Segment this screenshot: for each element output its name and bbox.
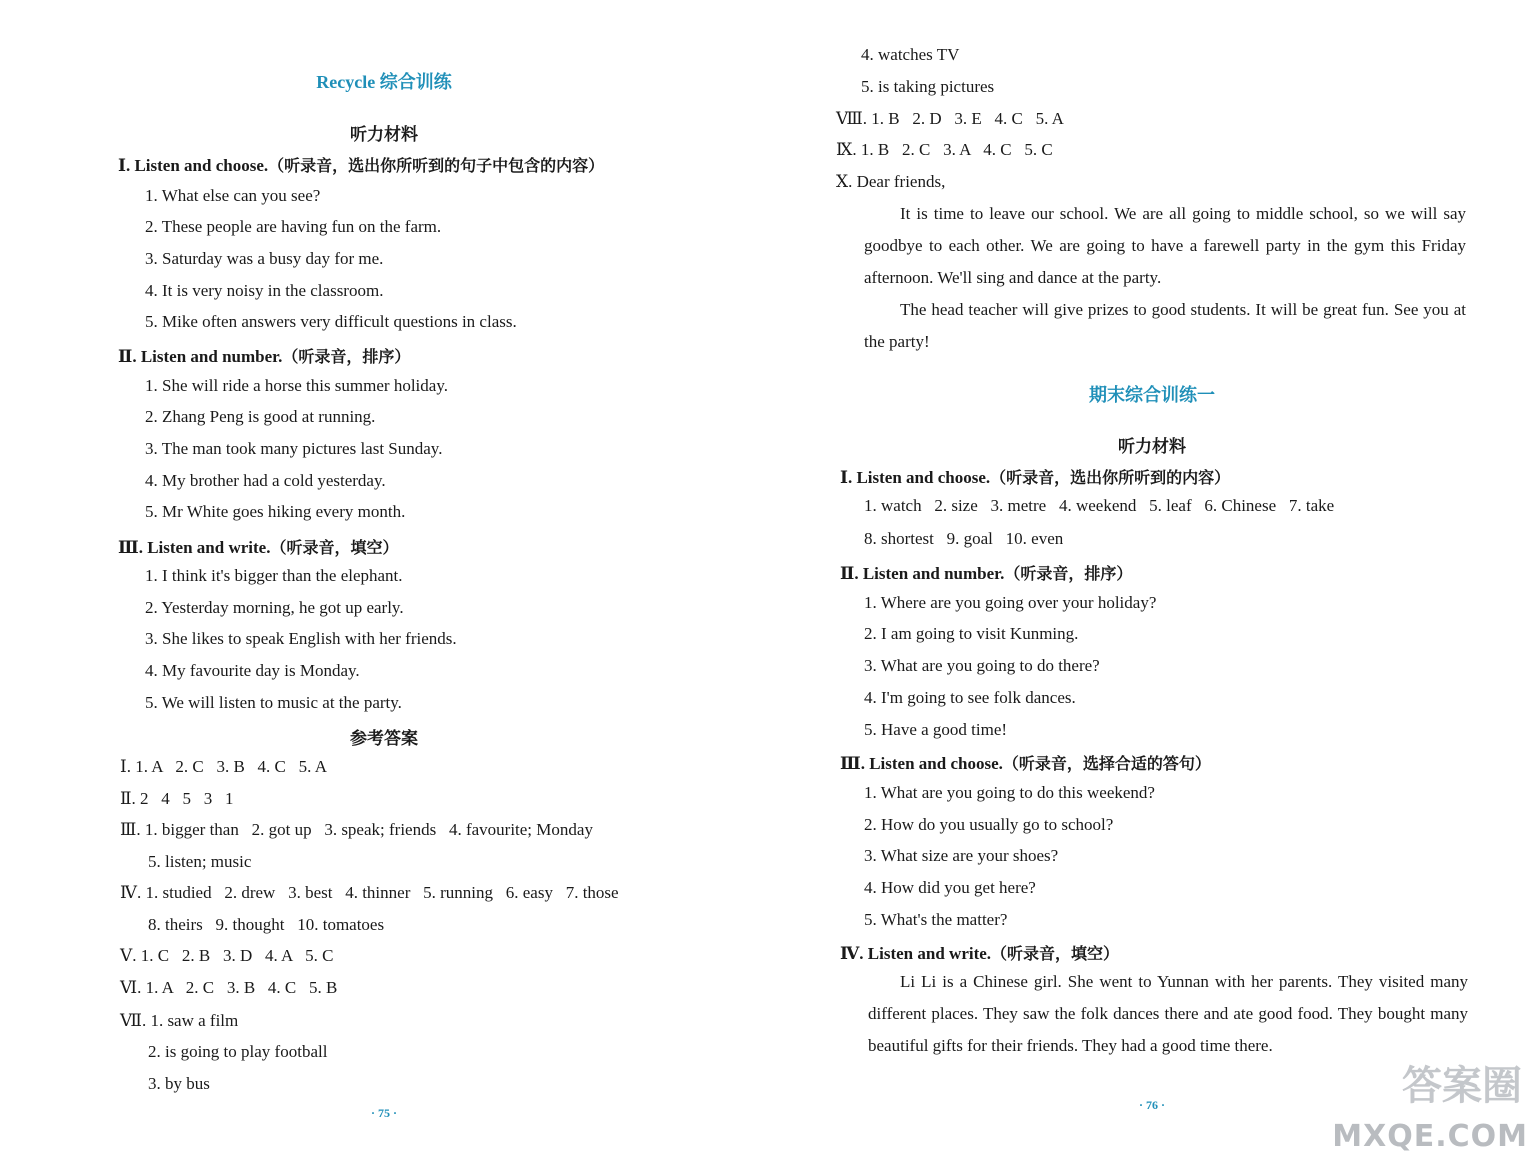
part3-heading	[840, 751, 1211, 774]
answer-row: Ⅳ. 1. studied 2. drew 3. best 4. thinner 5. running 6. easy 7. those	[120, 883, 619, 902]
section-title-listening: 听力材料	[350, 125, 418, 145]
part1-heading-zh: （听录音，选出你所听到的句子中包含的内容）	[268, 156, 605, 175]
part2-heading	[118, 344, 410, 367]
part1-heading-en: Ⅰ. Listen and choose.	[118, 156, 269, 175]
list-item: 3. The man took many pictures last Sunday.	[145, 439, 443, 458]
page-number: · 75 ·	[370, 1106, 397, 1120]
part3-heading-zh: （听录音，填空）	[270, 538, 399, 557]
section-title-answers: 参考答案	[350, 729, 418, 749]
answer-row: Ⅷ. 1. B 2. D 3. E 4. C 5. A	[836, 109, 1064, 128]
list-item: 5. What's the matter?	[864, 910, 1008, 929]
part1-heading	[118, 153, 604, 176]
part3-heading-en: Ⅲ. Listen and write.	[118, 538, 271, 557]
part3-heading-zh: （听录音，选择合适的答句）	[1002, 754, 1211, 773]
list-item: 1. Where are you going over your holiday?	[864, 593, 1157, 612]
list-item: 1. What else can you see?	[145, 186, 321, 205]
list-item: 2. These people are having fun on the farm.	[145, 217, 442, 236]
answer-row: Ⅲ. 1. bigger than 2. got up 3. speak; friends 4. favourite; Monday	[120, 820, 593, 839]
list-item: 5. We will listen to music at the party.	[145, 693, 402, 712]
list-item: 5. Mike often answers very difficult questions in class.	[145, 312, 517, 331]
watermark-logo-text: 答案圈	[1402, 1063, 1522, 1109]
answer-row: 3. by bus	[148, 1074, 210, 1093]
answer-row: 8. theirs 9. thought 10. tomatoes	[148, 915, 385, 934]
part3-heading-en: Ⅲ. Listen and choose.	[840, 754, 1003, 773]
page-number: · 76 ·	[1138, 1098, 1165, 1112]
part4-heading	[840, 941, 1119, 964]
answer-row: Ⅰ. 1. A 2. C 3. B 4. C 5. A	[120, 757, 327, 776]
list-item: 4. I'm going to see folk dances.	[864, 688, 1076, 707]
listen-write-paragraph: Li Li is a Chinese girl. She went to Yunnan with her parents. They visited many different places. They saw the folk dances there and ate good food. They bought many beautiful gifts for their friends. They had a good time there.	[868, 972, 1468, 1055]
list-item: 5. Have a good time!	[864, 720, 1008, 739]
part3-heading	[118, 535, 398, 558]
list-item: 5. Mr White goes hiking every month.	[145, 502, 406, 521]
list-item: 2. Zhang Peng is good at running.	[145, 407, 376, 426]
part1-heading-zh: （听录音，选出你所听到的内容）	[990, 468, 1231, 487]
answer-row: 5. listen; music	[148, 852, 252, 871]
answer-row: 4. watches TV	[861, 45, 960, 64]
list-item: 3. Saturday was a busy day for me.	[145, 249, 384, 268]
part2-heading-zh: （听录音，排序）	[282, 347, 411, 366]
part1-heading	[840, 465, 1230, 488]
answer-row: Ⅵ. 1. A 2. C 3. B 4. C 5. B	[120, 978, 338, 997]
answer-row: Ⅹ. Dear friends,	[836, 172, 946, 191]
section-title-listening: 听力材料	[1118, 437, 1186, 457]
part2-heading	[840, 561, 1132, 584]
part4-heading-en: Ⅳ. Listen and write.	[840, 944, 992, 963]
part1-heading-en: Ⅰ. Listen and choose.	[840, 468, 991, 487]
word-row: 8. shortest 9. goal 10. even	[864, 529, 1064, 548]
word-row: 1. watch 2. size 3. metre 4. weekend 5. leaf 6. Chinese 7. take	[864, 496, 1335, 515]
list-item: 4. My brother had a cold yesterday.	[145, 471, 386, 490]
list-item: 4. My favourite day is Monday.	[145, 661, 360, 680]
part4-heading-zh: （听录音，填空）	[991, 944, 1120, 963]
list-item: 3. What size are your shoes?	[864, 846, 1059, 865]
list-item: 2. How do you usually go to school?	[864, 815, 1114, 834]
list-item: 2. I am going to visit Kunming.	[864, 624, 1079, 643]
list-item: 1. She will ride a horse this summer holiday.	[145, 376, 448, 395]
list-item: 4. It is very noisy in the classroom.	[145, 281, 384, 300]
page-title: Recycle 综合训练	[316, 72, 452, 92]
page-title: 期末综合训练一	[1089, 385, 1215, 405]
answer-row: 2. is going to play football	[148, 1042, 328, 1061]
list-item: 2. Yesterday morning, he got up early.	[145, 598, 404, 617]
list-item: 4. How did you get here?	[864, 878, 1036, 897]
list-item: 3. What are you going to do there?	[864, 656, 1100, 675]
list-item: 3. She likes to speak English with her friends.	[145, 629, 457, 648]
part2-heading-en: Ⅱ. Listen and number.	[840, 564, 1005, 583]
answer-row: Ⅱ. 2 4 5 3 1	[120, 789, 234, 808]
letter-paragraph-2: The head teacher will give prizes to good students. It will be great fun. See you at the party!	[864, 300, 1466, 351]
answer-row: Ⅸ. 1. B 2. C 3. A 4. C 5. C	[836, 140, 1053, 159]
answer-row: 5. is taking pictures	[861, 77, 995, 96]
part2-heading-zh: （听录音，排序）	[1004, 564, 1133, 583]
list-item: 1. What are you going to do this weekend?	[864, 783, 1155, 802]
list-item: 1. I think it's bigger than the elephant.	[145, 566, 403, 585]
answer-row: Ⅴ. 1. C 2. B 3. D 4. A 5. C	[120, 946, 334, 965]
watermark-site-text: MXQE.COM	[1332, 1119, 1528, 1154]
answer-row: Ⅶ. 1. saw a film	[120, 1011, 239, 1030]
right-page	[768, 0, 1536, 1160]
part2-heading-en: Ⅱ. Listen and number.	[118, 347, 283, 366]
letter-paragraph-1: It is time to leave our school. We are all going to middle school, so we will say goodbye to each other. We are going to have a farewell party in the gym this Friday afternoon. We'll sing and dance at the party.	[864, 204, 1466, 287]
watermark-logo	[1332, 1054, 1528, 1154]
